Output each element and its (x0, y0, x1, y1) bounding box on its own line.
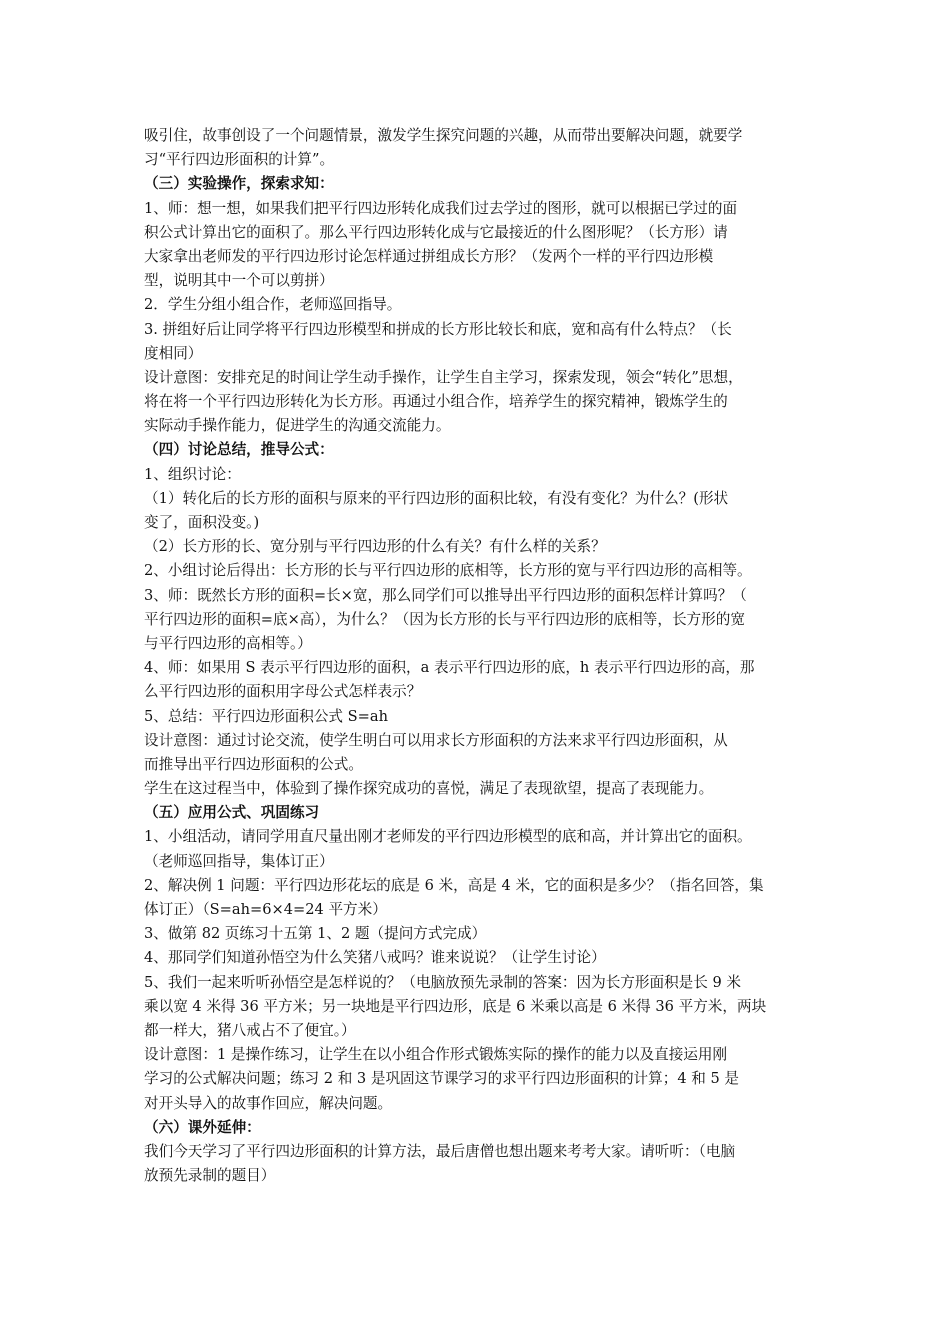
text-line: 将在将一个平行四边形转化为长方形。再通过小组合作，培养学生的探究精神，锻炼学生的 (144, 393, 728, 411)
text-line: 学生在这过程当中，体验到了操作探究成功的喜悦，满足了表现欲望，提高了表现能力。 (144, 780, 714, 798)
section-heading: （四）讨论总结，推导公式： (144, 441, 334, 459)
text-line: 5、我们一起来听听孙悟空是怎样说的？（电脑放预先录制的答案：因为长方形面积是长 9 米 (144, 973, 742, 991)
text-line: （1）转化后的长方形的面积与原来的平行四边形的面积比较，有没有变化？为什么？(形状 (144, 489, 729, 507)
text-line: 2、解决例 1 问题：平行四边形花坛的底是 6 米，高是 4 米，它的面积是多少？（指名回答，集 (144, 876, 764, 894)
text-line: 积公式计算出它的面积了。那么平行四边形转化成与它最接近的什么图形呢？（长方形）请 (144, 223, 728, 241)
text-line: 4、师：如果用 S 表示平行四边形的面积，a 表示平行四边形的底，h 表示平行四边形的高，那 (144, 659, 755, 677)
text-line: 3. 拼组好后让同学将平行四边形模型和拼成的长方形比较长和底，宽和高有什么特点？（长 (144, 320, 732, 338)
text-line: 乘以宽 4 米得 36 平方米；另一块地是平行四边形，底是 6 米乘以高是 6 米得 36 平方米，两块 (144, 997, 767, 1015)
text-line: 4、那同学们知道孙悟空为什么笑猪八戒吗？谁来说说？（让学生讨论） (144, 949, 606, 967)
text-line: 型，说明其中一个可以剪拼） (144, 272, 334, 290)
text-line: 吸引住，故事创设了一个问题情景，激发学生探究问题的兴趣，从而带出要解决问题，就要学 (144, 127, 743, 144)
text-line: 我们今天学习了平行四边形面积的计算方法，最后唐僧也想出题来考考大家。请听听：（电脑 (144, 1142, 736, 1160)
text-line: 学习的公式解决问题；练习 2 和 3 是巩固这节课学习的求平行四边形面积的计算；4 和 5 是 (144, 1070, 739, 1088)
text-line: 与平行四边形的高相等。） (144, 634, 312, 652)
text-line: 对开头导入的故事作回应，解决问题。 (144, 1094, 393, 1112)
text-line: 3、师：既然长方形的面积=长×宽，那么同学们可以推导出平行四边形的面积怎样计算吗？（ (144, 586, 747, 604)
text-line: 1、组织讨论： (144, 465, 241, 483)
text-line: 设计意图：1 是操作练习，让学生在以小组合作形式锻炼实际的操作的能力以及直接运用刚 (144, 1046, 728, 1064)
text-line: （老师巡回指导，集体订正） (144, 852, 334, 870)
text-line: 度相同） (144, 344, 203, 362)
text-line: 放预先录制的题目） (144, 1167, 276, 1185)
document-page (144, 124, 816, 1188)
text-line: 5、总结：平行四边形面积公式 S=ah (144, 707, 388, 725)
text-line: 么平行四边形的面积用字母公式怎样表示？ (144, 683, 422, 701)
text-line: 都一样大，猪八戒占不了便宜。） (144, 1021, 356, 1039)
section-heading: （五）应用公式、巩固练习 (144, 804, 320, 822)
text-line: 实际动手操作能力，促进学生的沟通交流能力。 (144, 417, 451, 435)
text-line: 1、师：想一想，如果我们把平行四边形转化成我们过去学过的图形，就可以根据已学过的面 (144, 199, 738, 217)
text-line: 2、小组讨论后得出：长方形的长与平行四边形的底相等，长方形的宽与平行四边形的高相等。 (144, 562, 752, 580)
text-line: （2）长方形的长、宽分别与平行四边形的什么有关？有什么样的关系？ (144, 538, 606, 556)
text-line: 体订正）（S=ah=6×4=24 平方米） (144, 901, 387, 918)
text-line: 平行四边形的面积=底×高），为什么？（因为长方形的长与平行四边形的底相等，长方形的宽 (144, 610, 745, 628)
text-line: 变了，面积没变。) (144, 514, 260, 531)
text-line: 3、做第 82 页练习十五第 1、2 题（提问方式完成） (144, 925, 487, 943)
text-line: 而推导出平行四边形面积的公式。 (144, 755, 363, 773)
text-line: 1、小组活动，请同学用直尺量出刚才老师发的平行四边形模型的底和高，并计算出它的面积。 (144, 828, 752, 846)
section-heading: （三）实验操作，探索求知： (144, 175, 334, 193)
text-line: 2．学生分组小组合作，老师巡回指导。 (144, 296, 402, 314)
text-line: 设计意图：安排充足的时间让学生动手操作，让学生自主学习，探索发现，领会“转化”思想， (144, 368, 743, 386)
text-line: 设计意图：通过讨论交流，使学生明白可以用求长方形面积的方法来求平行四边形面积，从 (144, 731, 728, 749)
text-line: 习“平行四边形面积的计算”。 (144, 151, 335, 169)
section-heading: （六）课外延伸： (144, 1118, 261, 1136)
text-line: 大家拿出老师发的平行四边形讨论怎样通过拼组成长方形？（发两个一样的平行四边形模 (144, 247, 714, 265)
